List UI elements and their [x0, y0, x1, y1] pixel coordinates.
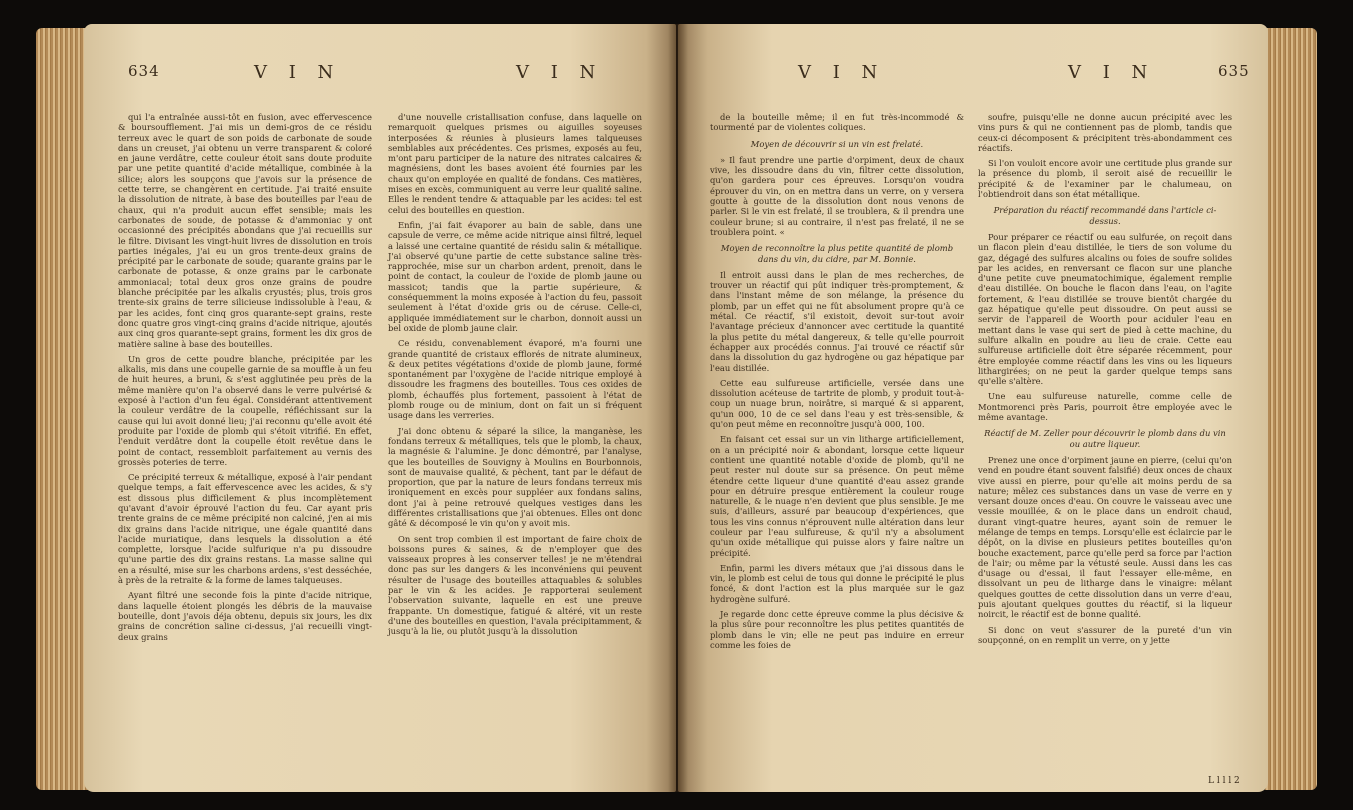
paragraph: Ayant filtré une seconde fois la pinte d'acide nitrique, dans laquelle étoient plongés les débris de la mauvaise bouteille, dont j'avois déja obtenu, depuis six jours, les dix grains de concrétion saline ci-dessus, j'ai recueilli vingt-deux grains — [118, 590, 372, 642]
book-gutter — [668, 24, 688, 792]
paragraph: de la bouteille même; il en fut très-incommodé & tourmenté par de violentes coliques. — [710, 112, 964, 133]
paragraph: Si donc on veut s'assurer de la pureté d'un vin soupçonné, on en remplit un verre, on y jette — [978, 624, 1232, 645]
right-page-edges — [1265, 28, 1317, 790]
paragraph: Enfin, parmi les divers métaux que j'ai dissous dans le vin, le plomb est celui de tous qui donne le précipité le plus foncé, & dont l'action est la plus marquée sur le gaz hydrogène sulfuré. — [710, 562, 964, 604]
left-running-head-2: V I N — [516, 62, 604, 83]
left-page-number: 634 — [128, 62, 160, 80]
paragraph: Il entroit aussi dans le plan de mes recherches, de trouver un réactif qui pût indiquer très-promptement, & dans l'instant même de son mélange, la présence du plomb, par un effet qui ne fût absolument propre qu'à ce métal. Ce réactif, s'il existoit, devoit sur-tout avoir l'avantage précieux d'annoncer avec certitude la quantité la plus petite du métal dangereux, & telle qu'elle pourroit échapper aux procédés connus. J'ai trouvé ce réactif sûr dans la dissolution du gaz hydrogène ou gaz hépatique par l'eau distillée. — [710, 269, 964, 373]
paragraph: Pour préparer ce réactif ou eau sulfurée, on reçoit dans un flacon plein d'eau distillée, le tiers de son volume du gaz, dégagé des sulfures alcalins ou foies de soufre solides par les acides, en renversant ce flacon sur une planche d'une petite cuve pneumatochimique, également remplie d'eau distillée. On bouche le flacon dans l'eau, on l'agite fortement, & l'eau distillée se trouve bientôt chargée du gaz hépatique qu'elle peut dissoudre. On peut aussi se servir de l'appareil de Woorth pour aciduler l'eau en mettant dans le vase qui sert de pied à cette machine, du sulfure alkalin en poudre au lieu de craie. Cette eau sulfureuse artificielle doit être séparée récemment, pour être employée comme réactif dans les vins ou les liqueurs lithargirées; on ne peut la garder quelque temps sans qu'elle s'altère. — [978, 231, 1232, 387]
paragraph: Ce résidu, convenablement évaporé, m'a fourni une grande quantité de cristaux efflorés de nitrate alumineux, & deux petites végétations d'oxide de plomb jaune, formé spontanément par l'oxygène de l'acide nitrique employé à dissoudre les fragmens des bouteilles. Tous ces oxides de plomb, échauffés plus fortement, passoient à l'état de plomb rouge ou de minium, dont on fait un si fréquent usage dans les verreries. — [388, 338, 642, 421]
left-running-head-1: V I N — [254, 62, 342, 83]
left-page — [84, 24, 676, 792]
paragraph: Si l'on vouloit encore avoir une certitude plus grande sur la présence du plomb, il seroit aisé de recueillir le précipité & de l'examiner par le chalumeau, on l'obtiendroit dans son état métallique. — [978, 158, 1232, 200]
left-page-column-2 — [388, 112, 642, 642]
right-page-column-2 — [978, 112, 1232, 650]
paragraph: Une eau sulfureuse naturelle, comme celle de Montmorenci près Paris, pourroit être employée avec le même avantage. — [978, 391, 1232, 423]
left-page-edges — [36, 28, 88, 790]
paragraph: En faisant cet essai sur un vin litharge artificiellement, on a un précipité noir & abondant, lorsque cette liqueur contient une quantité notable d'oxide de plomb, qu'il ne peut rester nul doute sur sa présence. On peut même étendre cette liqueur d'une quantité d'eau assez grande pour en détruire presque entièrement la couleur rouge naturelle, & le nuage n'en devient que plus sensible. Je me suis, d'ailleurs, assuré par beaucoup d'expériences, que tous les vins connus n'éprouvent nulle altération dans leur couleur par l'eau sulfureuse, & qu'il n'y a absolument qu'un oxide métallique qui puisse alors y faire naître un précipité. — [710, 434, 964, 558]
section-subheading: Moyen de découvrir si un vin est frelaté. — [750, 138, 924, 149]
right-running-head-2: V I N — [1068, 62, 1156, 83]
paragraph: J'ai donc obtenu & séparé la silice, la manganèse, les fondans terreux & métalliques, tels que le plomb, la chaux, la magnésie & l'alumine. Je donc démontré, par l'analyse, que les bouteilles de Souvigny à Moulins en Bourbonnois, sont de mauvaise qualité, & pèchent, tant par le défaut de proportion, que par la nature de leurs fondans terreux mis ironiquement en excès pour suppléer aux fondans salins, dont j'ai à peine retrouvé quelques vestiges dans les différentes cristallisations que j'ai obtenues. Elles ont donc gâté & décomposé le vin qu'on y avoit mis. — [388, 425, 642, 529]
paragraph: Un gros de cette poudre blanche, précipitée par les alkalis, mis dans une coupelle garnie de sa mouffle à un feu de huit heures, a bruni, & s'est agglutinée peu près de la même manière qu'on l'a observé dans le verre pulvérisé & exposé à l'action d'un feu égal. Considérant attentivement la couleur verdâtre de la coupelle, réfléchissant sur la cause qui lui avoit donné lieu; j'ai reconnu qu'elle avoit été produite par l'oxide de plomb qui s'étoit vitrifié. En effet, l'enduit verdâtre dont la coupelle étoit revêtue dans le point de contact, ressembloit parfaitement au vernis des grossès poteries de terre. — [118, 353, 372, 467]
section-subheading: Réactif de M. Zeller pour découvrir le plomb dans du vin ou autre liqueur. — [984, 428, 1226, 449]
paragraph: Enfin, j'ai fait évaporer au bain de sable, dans une capsule de verre, ce même acide nitrique ainsi filtré, lequel a laissé une certaine quantité de résidu salin & métallique. J'ai observé qu'une partie de cette substance saline très-rapprochée, mise sur un charbon ardent, prenoit, dans le point de contact, la couleur de l'oxide de plomb jaune ou massicot; tandis que la partie supérieure, & conséquemment la moins exposée à l'action du feu, passoit seulement à l'état d'oxide gris ou de céruse. Celle-ci, appliquée immédiatement sur le charbon, donnoit aussi un bel oxide de plomb jaune clair. — [388, 219, 642, 333]
paragraph: Je regarde donc cette épreuve comme la plus décisive & la plus sûre pour reconnoître les plus petites quantités de plomb dans le vin; elle ne peut pas induire en erreur comme les foies de — [710, 609, 964, 650]
paragraph: soufre, puisqu'elle ne donne aucun précipité avec les vins purs & qui ne contiennent pas de plomb, tandis que ceux-ci décomposent & précipitent très-abondamment ces réactifs. — [978, 112, 1232, 153]
paragraph: Cette eau sulfureuse artificielle, versée dans une dissolution acéteuse de tartrite de plomb, y produit tout-à-coup un nuage brun, noirâtre, si marqué & si apparent, qu'un 000, 10 de ce sel dans l'eau y est très-sensible, & qu'on peut même en reconnoître jusqu'à 000, 100. — [710, 377, 964, 430]
left-page-column-1 — [118, 112, 372, 647]
right-page-column-1 — [710, 112, 964, 655]
signature-mark: L l l l 2 — [1208, 776, 1240, 786]
right-page-number: 635 — [1218, 62, 1250, 80]
paragraph: qui l'a entraînée aussi-tôt en fusion, avec effervescence & boursoufflement. J'ai mis un demi-gros de ce résidu terreux avec le quart de son poids de carbonate de soude dans un creuset, j'ai obtenu un verre transparent & coloré en jaune verdâtre, cette couleur étoit sans doute produite par une petite quantité d'acide métallique, combinée à la silice; alors les soupçons que j'avois sur la présence de cette terre, se changèrent en certitude. J'ai traité ensuite la dissolution de nitrate, à base des bouteilles par l'eau de chaux, qui n'a produit aucun effet sensible; mais les carbonates de soude, de potasse & d'ammoniac y ont occasionné des précipités abondans que j'ai recueillis sur le filtre. Divisant les vingt-huit livres de dissolution en trois parties inégales, j'ai eu un gros trente-deux grains de précipité par le carbonate de soude; quarante grains par le carbonate de potasse, & onze grains par le carbonate ammoniacal; total deux gros onze grains de poudre blanche précipitée par les alkalis cryustés; plus, trois gros trente-six grains de terre silicieuse indissoluble à l'eau, & par les acides, font cinq gros quarante-sept grains, reste donc quatre gros vingt-cinq grains d'acide nitrique, ajoutés aux cinq gros quarante-sept grains, forment les dix gros de matière saline à base des bouteilles. — [118, 112, 372, 349]
paragraph: » Il faut prendre une partie d'orpiment, deux de chaux vive, les dissoudre dans du vin, filtrer cette dissolution, qu'on gardera pour ces épreuves. Lorsqu'on voudra éprouver du vin, on en mettra dans un verre, on y versera goutte à goutte de la dissolution dont nous venons de parler. Si le vin est frelaté, il se troublera, & il prendra une couleur brune; si au contraire, il n'est pas frelaté, il ne se troublera point. « — [710, 154, 964, 237]
paragraph: Ce précipité terreux & métallique, exposé à l'air pendant quelque temps, a fait effervescence avec les acides, & s'y est dissous plus difficilement & plus incomplètement qu'avant d'avoir éprouvé l'action du feu. Car ayant pris trente grains de ce même précipité non calciné, j'en ai mis dix grains dans l'acide nitrique, une égale quantité dans l'acide muriatique, dans lesquels la dissolution a été complette, lorsque l'acide sulfurique n'a pu dissoudre qu'une partie des dix grains restans. La masse saline qui en a résulté, mise sur les charbons ardens, s'est desséchée, à près de la retraite & la forme de lames talqueuses. — [118, 472, 372, 586]
paragraph: Prenez une once d'orpiment jaune en pierre, (celui qu'on vend en poudre étant souvent falsifié) deux onces de chaux vive aussi en pierre, pour qu'elle ait moins perdu de sa nature; mêlez ces substances dans un vase de verre en y versant douze onces d'eau. On couvre le vaisseau avec une vessie mouillée, & on le place dans un endroit chaud, durant vingt-quatre heures, ayant soin de remuer le mélange de temps en temps. Lorsqu'elle est éclaircie par le dépôt, on la divise en plusieurs petites bouteilles qu'on bouche exactement, parce qu'elle perd sa force par l'action de l'air; ou même par la vétusté seule. Aussi dans les cas d'usage ou d'essai, il faut l'essayer elle-même, en dissolvant un peu de litharge dans le vinaigre: mêlant quelques gouttes de cette dissolution dans un verre d'eau, puis ajoutant quelques gouttes du réactif, si la liqueur noircit, le réactif est de bonne qualité. — [978, 454, 1232, 620]
section-subheading: Préparation du réactif recommandé dans l'article ci-dessus. — [993, 205, 1217, 226]
paragraph: d'une nouvelle cristallisation confuse, dans laquelle on remarquoit quelques prismes ou aiguilles soyeuses interposées & réunies à plusieurs lames talqueuses semblables aux précédentes. Ces prismes, exposés au feu, m'ont paru participer de la nature des nitrates calcaires & magnésiens, dont les bases avoient été fournies par les chaux qu'on employée en qualité de fondans. Ces matières, mises en excès, communiquent au verre leur qualité saline. Elles le rendent tendre & attaquable par les acides: tel est celui des bouteilles en question. — [388, 112, 642, 215]
paragraph: On sent trop combien il est important de faire choix de boissons pures & saines, & de n'employer que des vaisseaux propres à les conserver telles! je ne m'étendrai donc pas sur les dangers & les inconvéniens qui peuvent résulter de l'usage des bouteilles attaquables & solubles par le vin & les acides. Je rapporterai seulement l'observation suivante, laquelle en est une preuve frappante. Un domestique, fatigué & altéré, vit un reste d'une des bouteilles en question, l'avala précipitamment, & jusqu'à la lie, ou plutôt jusqu'à la dissolution — [388, 533, 642, 637]
section-subheading: Moyen de reconnoître la plus petite quantité de plomb dans du vin, du cidre, par M. Bonnie. — [720, 243, 954, 264]
right-page — [678, 24, 1268, 792]
right-running-head-1: V I N — [798, 62, 886, 83]
